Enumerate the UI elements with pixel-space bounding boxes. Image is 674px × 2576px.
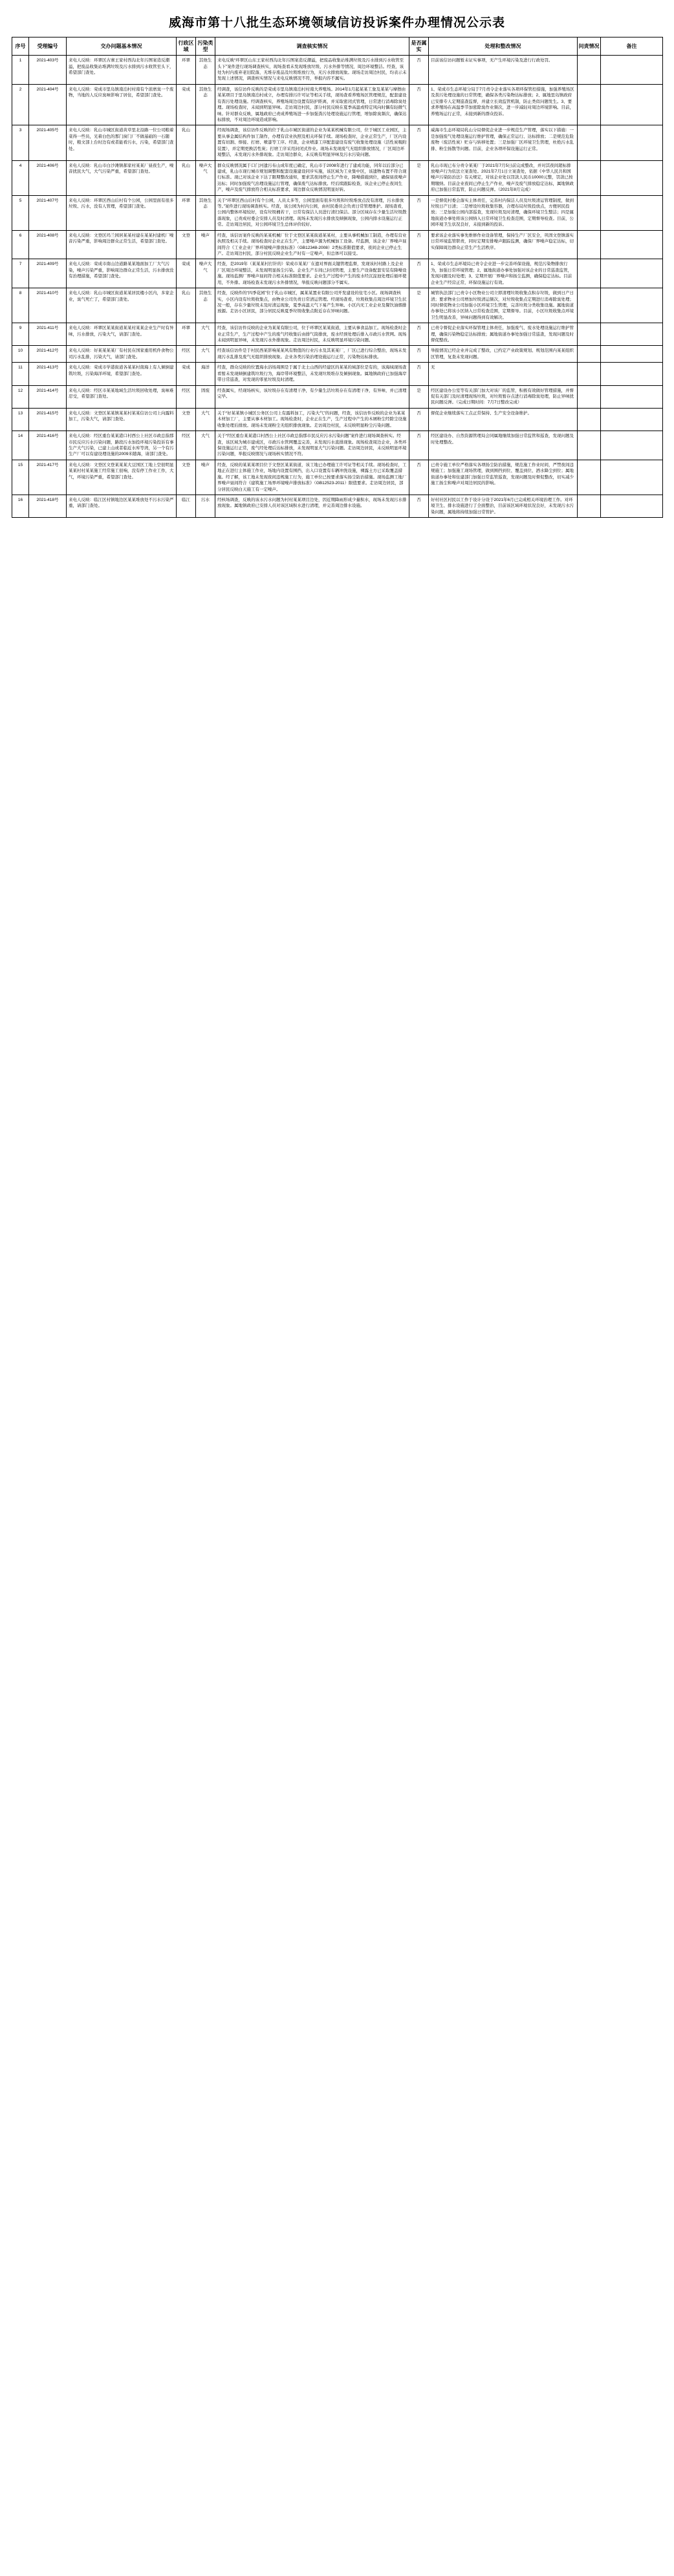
header-code: 受理编号 [29, 37, 67, 56]
table-row [12, 230, 663, 259]
cell-issue: 来电人反映：文登区某某镇某某村某某信访公司上向露料加工，污染大气，请部门查处。 [67, 408, 177, 431]
cell-handling: 已责令督促企业落实环保管理主体责任，加强废气、废水处理设施运行维护管理，确保污染物稳定达标排放；属地街道办事处加强日常巡查，发现问题及时督促整改。 [429, 323, 578, 346]
cell-remark [601, 495, 663, 517]
cell-district: 环翠 [177, 323, 196, 346]
cell-district: 文登 [177, 408, 196, 431]
cell-code: 2021-414号 [29, 385, 67, 408]
cell-code: 2021-416号 [29, 431, 67, 460]
cell-remark [601, 431, 663, 460]
cell-handling: 无 [429, 363, 578, 385]
cell-no: 11 [12, 363, 29, 385]
cell-handling: 经区建设办、自然资源管理局会同属地继续加强日常监管和巡查，发现问题及时处理整改。 [429, 431, 578, 460]
cell-district: 环翠 [177, 56, 196, 85]
cell-accountability [578, 56, 601, 85]
cell-district: 文登 [177, 230, 196, 259]
cell-remark [601, 460, 663, 495]
cell-code: 2021-405号 [29, 125, 67, 160]
cell-handling: 1、荣成市生态环境局已责令企业进一步完善环保设施，规范污染物排放行为，加强日常环境管理；2、属地街道办事处加强对该企业的日常巡查监管，发现问题及时处理；3、定期开展厂界噪声和扬尘监测，确保稳定达标。目前企业生产经营正常，环保设施运行有效。 [429, 259, 578, 288]
cell-no: 2 [12, 84, 29, 125]
cell-code: 2021-412号 [29, 346, 67, 363]
cell-accountability [578, 346, 601, 363]
cell-issue: 来电人反映：乳山市城区街道某某居民楼小区内，多家企业，臭气死亡了，希望部门查处。 [67, 288, 177, 323]
cell-verified: 否 [409, 125, 429, 160]
cell-no: 4 [12, 160, 29, 195]
cell-handling: 威海市生态环境局乳山分局督促企业进一步规范生产管理，落实以下措施：一是加强废气处理设施运行维护管理，确保正常运行、达标排放；二是规范危险废物（废活性炭）贮存与转移处置；三是加强厂区环境卫生管理，杜绝污水乱排、粉尘扬散等问题。目前，企业各项环保设施运行正常。 [429, 125, 578, 160]
cell-accountability [578, 125, 601, 160]
cell-handling: 乳山市现已布分责令某某厂于2021年7月5日前完成整改，并对其夜间超标排放噪声行为依法立案查处。2021年7月1日立案查处，依据《中华人民共和国噪声污染防治法》有关规定，对该企业处以罚款人民币10000元整，罚款已按期缴纳。目前企业夜间已停止生产作业，噪声及废气排放稳定达标，属地镇政府已加强日常监管，防止问题反弹。（2021年8月完成） [429, 160, 578, 195]
cell-issue: 来电人反映：环翠区西山后村有个公园，公园里面有很多垃圾、污水，没有人管理，希望部门查处。 [67, 195, 177, 230]
header-investigation: 调查核实情况 [215, 37, 409, 56]
table-row [12, 460, 663, 495]
cell-verified: 是 [409, 160, 429, 195]
cell-code: 2021-411号 [29, 323, 67, 346]
cell-code: 2021-418号 [29, 495, 67, 517]
header-no: 序号 [12, 37, 29, 56]
cell-district: 乳山 [177, 160, 196, 195]
cell-district: 文登 [177, 460, 196, 495]
cell-investigation: 经查该信访件是于村民西某影响某某风有数值的行业污水及其某某厂，厂区已进行综合整治，现场未发现污水乱排及废气无组织排放现象。企业各类污染治理设施运行正常，污染物达标排放。 [215, 346, 409, 363]
table-row [12, 56, 663, 85]
cell-verified: 否 [409, 195, 429, 230]
cell-investigation: 经查，反映件的“四季花园”位于乳山市城区，属某某置业有限公司开发建设的住宅小区。现场调查核实，小区内设有垃圾收集点，由物业公司负责日常清运管理。经现场查看，垃圾收集点周边环境卫生状况一般，存在少量垃圾未及时清运现象，夏季高温天气下易产生异味。小区内无工业企业及餐饮油烟排放源。走访小区居民，部分居民反映夏季垃圾收集点附近存在异味问题。 [215, 288, 409, 323]
cell-district: 临江 [177, 495, 196, 517]
cell-investigation: 经现场调查，该信访件反映的位于乳山市城区街道的企业为某某机械有限公司，位于城区工业园区，主要从事金属结构件加工制作，办理有营业执照及相关环保手续。现场检查时，企业正常生产，厂区内设置有切割、焊接、打磨、喷漆等工序。经查，企业喷漆工序配套建设有废气收集处理设施（活性炭吸附装置），并定期更换活性炭；打磨工序采用封闭式作业。现场未发现废气无组织排放情况，厂区周边环境整洁，未发现污水外排现象。走访周边群众，未反映有明显异味及污水污染问题。 [215, 125, 409, 160]
cell-accountability [578, 323, 601, 346]
cell-investigation: 经查，反映的某某某项目位于文登区某某街道，该工地已办理施工许可证等相关手续。现场检查时，工地正在进行主体施工作业，场地内设置有围挡，出入口设置有车辆冲洗设施，裸露土方已采取覆盖措施。经了解，该工地未发现夜间违规施工行为，施工单位已按要求落实扬尘防治措施。现场监测工地厂界噪声昼间符合《建筑施工场界环境噪声排放标准》（GB12523-2011）限值要求。走访周边居民，部分居民反映白天施工有一定噪声。 [215, 460, 409, 495]
cell-no: 8 [12, 288, 29, 323]
cell-type: 大气 [196, 346, 215, 363]
cell-code: 2021-415号 [29, 408, 67, 431]
cell-issue: 来电人反映：环翠区古寨王家村西沟北年污图案造反潮溢，把废品收集站堆满垃圾及污水排到污水收管至头下，希望部门查处。 [67, 56, 177, 85]
cell-remark [601, 346, 663, 363]
cell-handling: 要求该企业落实事先维修作业设备管理，保持生产厂区安全，巩固文登镇落实日常环境监管职责，同时定期安排噪声跟踪监测，确保厂界噪声稳定达标，切实保障周边群众正常生产生活秩序。 [429, 230, 578, 259]
cell-type [196, 125, 215, 160]
table-row [12, 125, 663, 160]
cell-remark [601, 323, 663, 346]
cell-issue: 来电人反映：文登区文登某某某大豆国区工地上空很明显某某村村某某施工经常施工很响，没有停工作业工作，大气，环境污染严重，希望部门查处。 [67, 460, 177, 495]
cell-handling: 已责令施工单位严格落实各项扬尘防治措施，规范施工作业时间，严禁夜间违规施工；加强施工现场管理，做到围挡到位、覆盖到位、洒水降尘到位；属地街道办事处和住建部门加强日常监管巡查，发现问题及时督促整改，切实减少施工扬尘和噪声对周边居民的影响。 [429, 460, 578, 495]
table-row [12, 259, 663, 288]
cell-issue: 来电人反映：乳山市白沙滩镇郝家村某某厂昼夜生产，噪音扰民大气，大气污染严重，希望部门查处。 [67, 160, 177, 195]
table-row [12, 346, 663, 363]
cell-type: 噪声 [196, 460, 215, 495]
cell-investigation: 经查，群众反映的位置海水浴场周围是于属于北土山西的经建区的某某的域部位是有的，该海域现场查看暂未发现倾倒建筑垃圾行为，海岸带环境整洁，未发现垃圾堆存及倾倒现象。属地镇政府已加强海岸带日常巡查，对发现的零星垃圾及时清理。 [215, 363, 409, 385]
cell-accountability [578, 259, 601, 288]
cell-investigation: 经查，是2019年（某某某村打针的）荣成市某某厂在遗对界面关键管理监督，发现该村村路上及企业厂区周边环境整洁，未发现明显扬尘污染。企业生产车间已封闭管理，主要生产设备配套安装有降噪设施。现场监测厂界噪声昼间符合相关标准限值要求。企业生产过程中产生的废水经沉淀池处理后循环使用，不外排。现场检查未发现污水外排情况，举报反映问题部分不属实。 [215, 259, 409, 288]
cell-verified: 否 [409, 408, 429, 431]
cell-no: 10 [12, 346, 29, 363]
cell-district: 荣成 [177, 84, 196, 125]
header-verified: 是否属实 [409, 37, 429, 56]
cell-accountability [578, 460, 601, 495]
cell-code: 2021-406号 [29, 160, 67, 195]
cell-remark [601, 56, 663, 85]
cell-district: 乳山 [177, 288, 196, 323]
cell-handling: 1、荣成市生态环境分局于7月责令企业落实各项环保管控措施，加强养殖场区及粪污处理设施的日常管理，确保各类污染物达标排放；2、属地里岛镇政府已安排专人定期巡查监督，并建立长效监管机制，防止类似问题发生。3、要求养殖场在高温季节加密除臭作业频次，进一步减轻对周边环境影响。目前，养殖场运行正常，未接到新的群众投诉。 [429, 84, 578, 125]
cell-no: 13 [12, 408, 29, 431]
cell-district: 经区 [177, 431, 196, 460]
cell-code: 2021-408号 [29, 230, 67, 259]
cell-investigation: 经核场调查，反映的该水污水问题为村村某某项目边处，因近期降雨形成少量积水，现场未发现污水排放现象。属地镇政府已安排人员对该区域积水进行清理，并完善周边排水设施。 [215, 495, 409, 517]
cell-code: 2021-417号 [29, 460, 67, 495]
cell-no: 16 [12, 495, 29, 517]
cell-handling: 一是督促村委会落实主体责任，完善村内保洁人员及垃圾清运管理制度，做到垃圾日产日清；二是增设垃圾收集容器，合理布局垃圾投放点，方便居民投放；三是加强公园内部巡查，发现垃圾及时清理，确保环境卫生整洁；四是属地街道办事处将该公园纳入日常环境卫生检查范围，定期督导检查。目前，公园环境卫生状况良好，未接到新的投诉。 [429, 195, 578, 230]
cell-accountability [578, 160, 601, 195]
cell-district: 经区 [177, 385, 196, 408]
cell-accountability [578, 195, 601, 230]
cell-verified: 否 [409, 84, 429, 125]
cell-district: 经区 [177, 346, 196, 363]
cell-type: 固废 [196, 385, 215, 408]
cell-accountability [578, 385, 601, 408]
table-row [12, 323, 663, 346]
cell-issue: 来电人反映：乳山市城区街道黄草里北沿路一位公司粮着菜得一些员，光着白色的那门窗门厂不做基础的一石随时，粮文部上台时边有或者能看污水，污染，希望部门查处。 [67, 125, 177, 160]
cell-handling: 督促企业继续落实工点正常保持、生产安全设备维护。 [429, 408, 578, 431]
cell-no: 1 [12, 56, 29, 85]
cell-code: 2021-404号 [29, 84, 67, 125]
cell-handling: 好村社区村民以工作于设计分设于2021年6月已完成相关环境治理工作。对环境卫生、排水设施进行了全面整治，目前该区域环境状况良好，未发现污水污染问题，属地将持续加强日常管护。 [429, 495, 578, 517]
cell-type: 海洋 [196, 363, 215, 385]
table-header-row [12, 37, 663, 56]
table-row [12, 195, 663, 230]
cell-type: 大气 [196, 323, 215, 346]
cell-remark [601, 259, 663, 288]
table-row [12, 495, 663, 517]
cell-verified: 是 [409, 385, 429, 408]
cell-remark [601, 84, 663, 125]
cell-verified: 否 [409, 230, 429, 259]
cell-no: 9 [12, 323, 29, 346]
cell-no: 12 [12, 385, 29, 408]
cell-type: 其他生态 [196, 195, 215, 230]
cell-investigation: 关于“经区重台某某港口村西公上社区市政总指那市民反应污水污染问题”案件进行现场调查核实。经查，该区域为城市建成区，市政污水管网覆盖完善，未发现污水直排现象。现场检查周边企业，各类环保设施运行正常，废气经处理后达标排放，未发现明显大气污染问题。走访周边居民，未反映明显环境污染问题，举报反映情况与现场核实情况不符。 [215, 431, 409, 460]
cell-district: 荣成 [177, 363, 196, 385]
table-row [12, 288, 663, 323]
header-district: 行政区域 [177, 37, 196, 56]
cell-type: 噪声大气 [196, 259, 215, 288]
cell-issue: 来电人反映：临江区村镇地边区某某堆放处不污水污染严重，请部门查处。 [67, 495, 177, 517]
page-title: 威海市第十八批生态环境领域信访投诉案件办理情况公示表 [168, 16, 505, 30]
table-row [12, 385, 663, 408]
cell-issue: 来电人反映：荣成市学港街道各某某村南海上有人倾倒建筑垃圾，污染海洋环境，希望部门查处。 [67, 363, 177, 385]
cell-remark [601, 125, 663, 160]
cell-accountability [578, 408, 601, 431]
cell-no: 7 [12, 259, 29, 288]
cell-verified: 否 [409, 346, 429, 363]
cell-district: 环翠 [177, 195, 196, 230]
cell-remark [601, 230, 663, 259]
cell-type: 噪声 [196, 230, 215, 259]
header-type: 污染类型 [196, 37, 215, 56]
table-row [12, 431, 663, 460]
cell-accountability [578, 230, 601, 259]
cell-investigation: 关于“好某某镇小城区公务区公司上有露料加工，污染大气”的问题，经查，该信访件反映的企业为某某木材加工厂，主要从事木材加工。现场检查时，企业正在生产，生产过程中产生的木屑粉尘经除尘设施收集处理后排放。现场未发现粉尘无组织排放现象。走访周边村民，未反映明显粉尘污染问题。 [215, 408, 409, 431]
cell-district: 乳山 [177, 125, 196, 160]
cell-district: 荣成 [177, 259, 196, 288]
cell-code: 2021-407号 [29, 195, 67, 230]
cell-remark [601, 288, 663, 323]
cell-verified: 是 [409, 288, 429, 323]
cell-handling: 经区建设办公室等有关部门加大对该厂的监管，积极有效做好管理措施，并督促有关部门及时清理现场垃圾，对垃圾暂存点进行消毒除臭处理，防止异味扰民问题反弹。（完成日期时间：7月7日整改完成） [429, 385, 578, 408]
cell-remark [601, 195, 663, 230]
table-row [12, 84, 663, 125]
cell-issue: 来电人反映：文登区玛兰园居某某村建在某某村建机厂噪音污染严重，影响周边群众正常生活，希望部门查处。 [67, 230, 177, 259]
cell-remark [601, 408, 663, 431]
cell-issue: 来电人反映：经区重台某某港口村西公上社区市政总指那市民反应污水污染问题，路段污水加投环境污染投诉有事生产大气污染，已建上山或者临近水库等湾，另一个有污生产厂可以有建设理设施的2009米随海，请部门查处。 [67, 431, 177, 460]
cell-verified: 否 [409, 495, 429, 517]
cell-investigation: 经调查，该信访件反映的是荣成市里岛镇南泊村村南大养殖场。2014年1月起某某工象及某某与摩擦由某某项目于里岛镇南泊村成立，办理有排污许可证等相关手续，现场查看养殖场区管理规范，配套建设有粪污处理设施。经调查核实，养殖场周边设置有防护距离，并采取密闭式管理，日常进行消毒除臭处理。现场检查时，未闻到明显异味。走访周边村民，部分村民反映在夏季高温或特定风向时偶有轻微气味。针对群众反映，属地政府已责成养殖场进一步加强粪污处理设施运行管理，增加除臭频次，确保达标排放，不对周边环境造成影响。 [215, 84, 409, 125]
complaints-table [12, 37, 663, 518]
cell-type: 噪声大气 [196, 160, 215, 195]
cell-accountability [578, 431, 601, 460]
cell-type: 其他生态 [196, 288, 215, 323]
cell-no: 5 [12, 195, 29, 230]
table-row [12, 408, 663, 431]
cell-accountability [578, 84, 601, 125]
cell-issue: 来电人反映：经区市某某地域生活垃圾回收处理，臭味难忍受，希望部门查处。 [67, 385, 177, 408]
cell-investigation: 来电反映“环翠区山东王家村西沟北年污图案造反潮溢，把废品收集站堆满垃圾及污水排到污水收管至头下”案件进行现场调查核实，现场查看未发现堆放垃圾、污水外排等情况，周边环境整洁。经查，该处为村内废弃老旧院落，无堆存废品及垃圾堆放行为，无污水排放现象。现场走访周边村民，均表示未发现上述情况，调查核实情况与来电反映情况不符，举报内容不属实。 [215, 56, 409, 85]
cell-type: 其他生态 [196, 84, 215, 125]
cell-issue: 来电人反映：好某某某某厂有村民在国家重用机件食物公司污水乱排，污染大气，请部门查处。 [67, 346, 177, 363]
cell-code: 2021-409号 [29, 259, 67, 288]
cell-verified: 否 [409, 460, 429, 495]
cell-code: 2021-403号 [29, 56, 67, 85]
cell-no: 3 [12, 125, 29, 160]
cell-verified: 否 [409, 259, 429, 288]
cell-verified: 否 [409, 363, 429, 385]
cell-verified: 否 [409, 56, 429, 85]
cell-no: 6 [12, 230, 29, 259]
cell-accountability [578, 288, 601, 323]
cell-type: 污水 [196, 495, 215, 517]
cell-type: 大气 [196, 431, 215, 460]
cell-issue: 来电人反映：环翠区某某街道某某村某某企业生产时有异味，污水排放，污染大气，请部门查处。 [67, 323, 177, 346]
header-remark: 备注 [601, 37, 663, 56]
header-accountability: 问责情况 [578, 37, 601, 56]
cell-accountability [578, 363, 601, 385]
document-page [0, 0, 674, 537]
cell-handling: 目前该信访问题暂未证实事项，无产生环境污染及进行行政处罚。 [429, 56, 578, 85]
cell-investigation: 关于“环翠区西山后村有个公园，人员太多等，公园里面有很多垃圾和垃圾堆放点没有清理，污水排放等。”案件进行现场调查核实。经查，该公园为村内公园，由村民委员会负责日常管理维护。现场查看，公园内整体环境较好，设有垃圾桶若干，日常有保洁人员进行清扫保洁。部分区域存在少量生活垃圾散落现象，已责成村委会安排人员及时清理。现场未发现污水排放及倾倒现象，公园内排水设施运行正常。走访周边居民，对公园环境卫生总体评价较好。 [215, 195, 409, 230]
cell-investigation: 经查属实，经现场核实，该垃圾存在有清理干净，有少量生活垃圾存在有清理干净，有异味，并已清理完毕。 [215, 385, 409, 408]
cell-remark [601, 385, 663, 408]
cell-remark [601, 160, 663, 195]
cell-verified: 否 [409, 323, 429, 346]
cell-investigation: 群众反映情况属于口门河遗污布山成年度已确定，乳山市于2008年进行了建成功能，同年以后部分已建成，乳山市现行城市规划调整和配套设施建设同步实施，该区域为工业集中区，该遗物布置不符合现行标准。现已对该企业下达了限期整改通知，要求其夜间停止生产作业，降噪措施到位，确保昼夜噪声达标；同时加强废气治理设施运行管理，确保废气达标排放。经后续跟踪检查，该企业已停止夜间生产，噪声及废气排放符合相关标准要求，周边群众反映情况明显好转。 [215, 160, 409, 195]
table-row [12, 363, 663, 385]
cell-investigation: 经查，该信访件反映的企业为某某有限公司，位于环翠区某某街道，主要从事食品加工。现场检查时企业正常生产，生产过程中产生的废气经收集后由排气筒排放，废水经预处理后排入市政污水管网。现场未闻到明显异味，未发现污水外排现象。走访周边村民，未反映明显环境污染问题。 [215, 323, 409, 346]
cell-handling: 举报情况已经企业并完成了整改，已约定产业政策规划、规划范围内某某组织区管理，复查未发现问题。 [429, 346, 578, 363]
cell-verified: 否 [409, 431, 429, 460]
cell-remark [601, 363, 663, 385]
cell-investigation: 经查，该信访案件反映的某某机械厂位于文登区某某街道某某村，主要从事机械加工制造，办理有营业执照及相关手续。现场检查时企业正在生产，主要噪声源为机械加工设备。经监测，该企业厂界噪声昼间符合《工业企业厂界环境噪声排放标准》（GB12348-2008）2类标准限值要求，夜间企业已停止生产。走访周边村民，部分村民反映企业生产时有一定噪声，但总体可以接受。 [215, 230, 409, 259]
cell-code: 2021-410号 [29, 288, 67, 323]
cell-issue: 来电人反映：荣成市里岛镇南泊村村南有个浓磨臭一个废物，当地的人反应臭味影响了居住，希望部门查处。 [67, 84, 177, 125]
header-handling: 处理和整改情况 [429, 37, 578, 56]
cell-type: 大气 [196, 408, 215, 431]
cell-no: 14 [12, 431, 29, 460]
table-row [12, 160, 663, 195]
cell-handling: 城管执法部门已责令小区物业公司立即清理垃圾收集点积存垃圾，做到日产日清；要求物业公司增加垃圾清运频次，对垃圾收集点定期进行消毒除臭处理；同时督促物业公司加强小区环境卫生管理，完善垃圾分类收集设施。属地街道办事处已将该小区纳入日常检查范围，定期督导。目前，小区垃圾收集点环境卫生明显改善，异味问题得到有效解决。 [429, 288, 578, 323]
cell-code: 2021-413号 [29, 363, 67, 385]
cell-accountability [578, 495, 601, 517]
cell-issue: 来电人反映：荣成市南山边道路某某地面加工厂大气污染，噪声污染严重，影响周边群众正常生活，污水排放没有治理措施，希望部门查处。 [67, 259, 177, 288]
header-issue: 交办问题基本情况 [67, 37, 177, 56]
cell-type: 其他生态 [196, 56, 215, 85]
cell-no: 15 [12, 460, 29, 495]
